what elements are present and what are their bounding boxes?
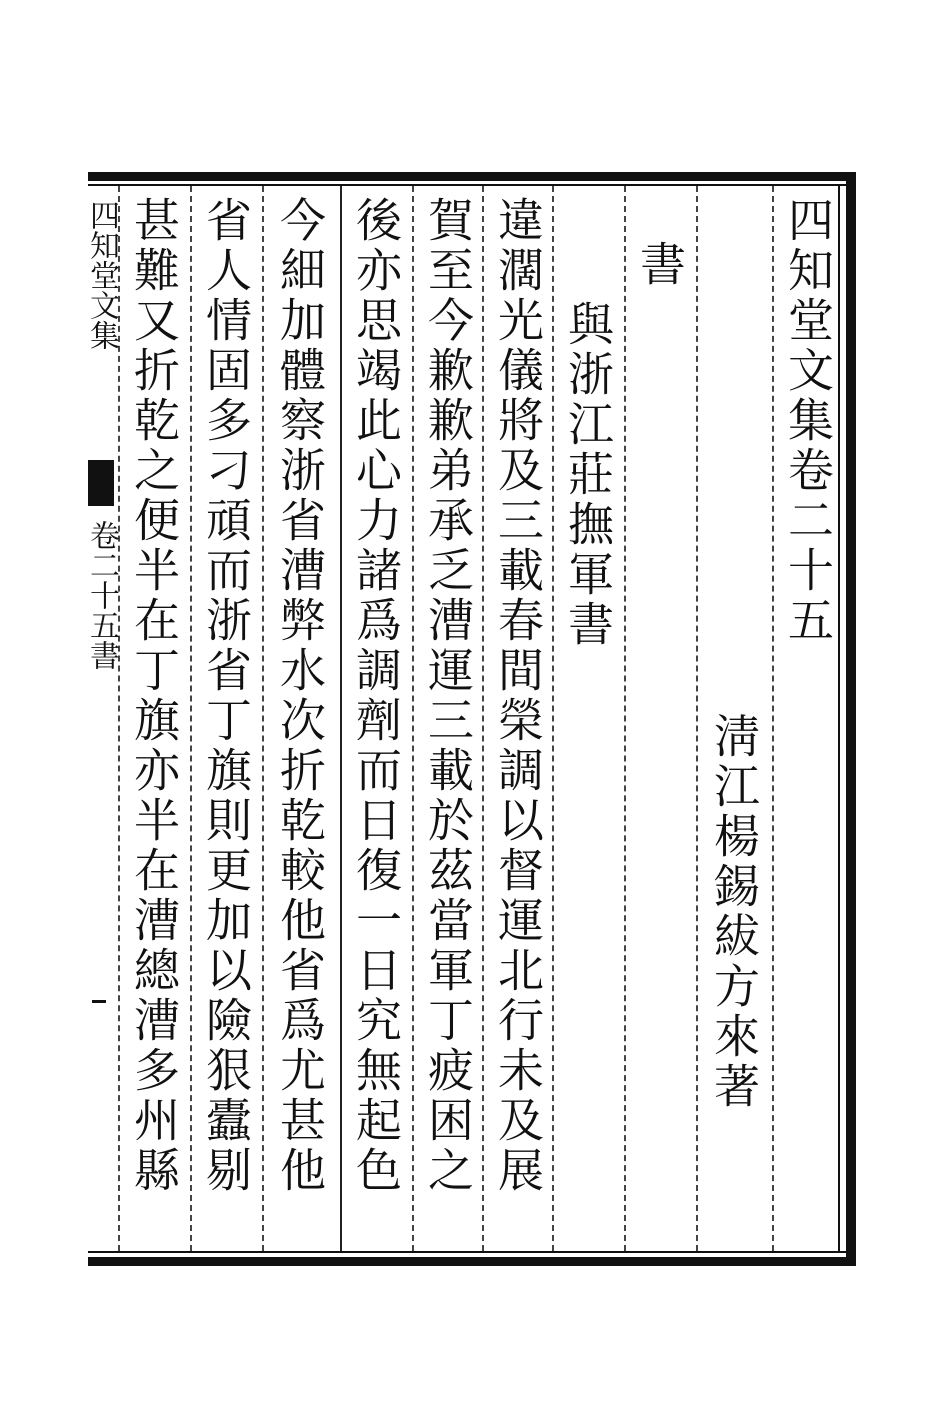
- column-divider: [552, 186, 554, 1251]
- text-line: 賀至今歉歉弟承乏漕運三載於茲當軍丁疲困之: [421, 196, 475, 1196]
- column-divider: [190, 186, 192, 1251]
- column-divider: [482, 186, 484, 1251]
- column-divider: [772, 186, 774, 1251]
- column-divider: [696, 186, 698, 1251]
- text-line: 甚難又折乾之便半在丁旗亦半在漕總漕多州縣: [127, 196, 181, 1196]
- column-divider: [412, 186, 414, 1251]
- frame-top-inner-border: [88, 184, 848, 186]
- frame-top-border: [88, 172, 856, 181]
- column-divider: [624, 186, 626, 1251]
- fold-page-mark: [92, 1000, 106, 1003]
- frame-bottom-border: [88, 1257, 856, 1266]
- text-line: 後亦思竭此心力諸爲調劑而日復一日究無起色: [349, 196, 403, 1196]
- section-heading: 書: [633, 240, 687, 290]
- frame-right-border: [846, 172, 856, 1266]
- fold-fishtail-mark: [88, 460, 114, 506]
- frame-right-inner-border: [838, 184, 840, 1253]
- text-line: 省人情固多刁頑而浙省丁旗則更加以險狠蠹剔: [199, 196, 253, 1196]
- fold-volume: 卷二十五書: [84, 520, 119, 670]
- frame-bottom-inner-border: [88, 1251, 848, 1253]
- letter-title: 與浙江莊撫軍書: [561, 300, 615, 650]
- author-line: 淸江楊錫紱方來著: [707, 712, 761, 1112]
- column-divider: [262, 186, 264, 1251]
- text-line: 今細加體察浙省漕弊水次折乾較他省爲尤甚他: [273, 196, 327, 1196]
- column-divider: [340, 186, 342, 1251]
- text-line: 違濶光儀將及三載春間榮調以督運北行未及展: [491, 196, 545, 1196]
- volume-title: 四知堂文集卷二十五: [781, 196, 835, 646]
- fold-title: 四知堂文集: [84, 200, 119, 350]
